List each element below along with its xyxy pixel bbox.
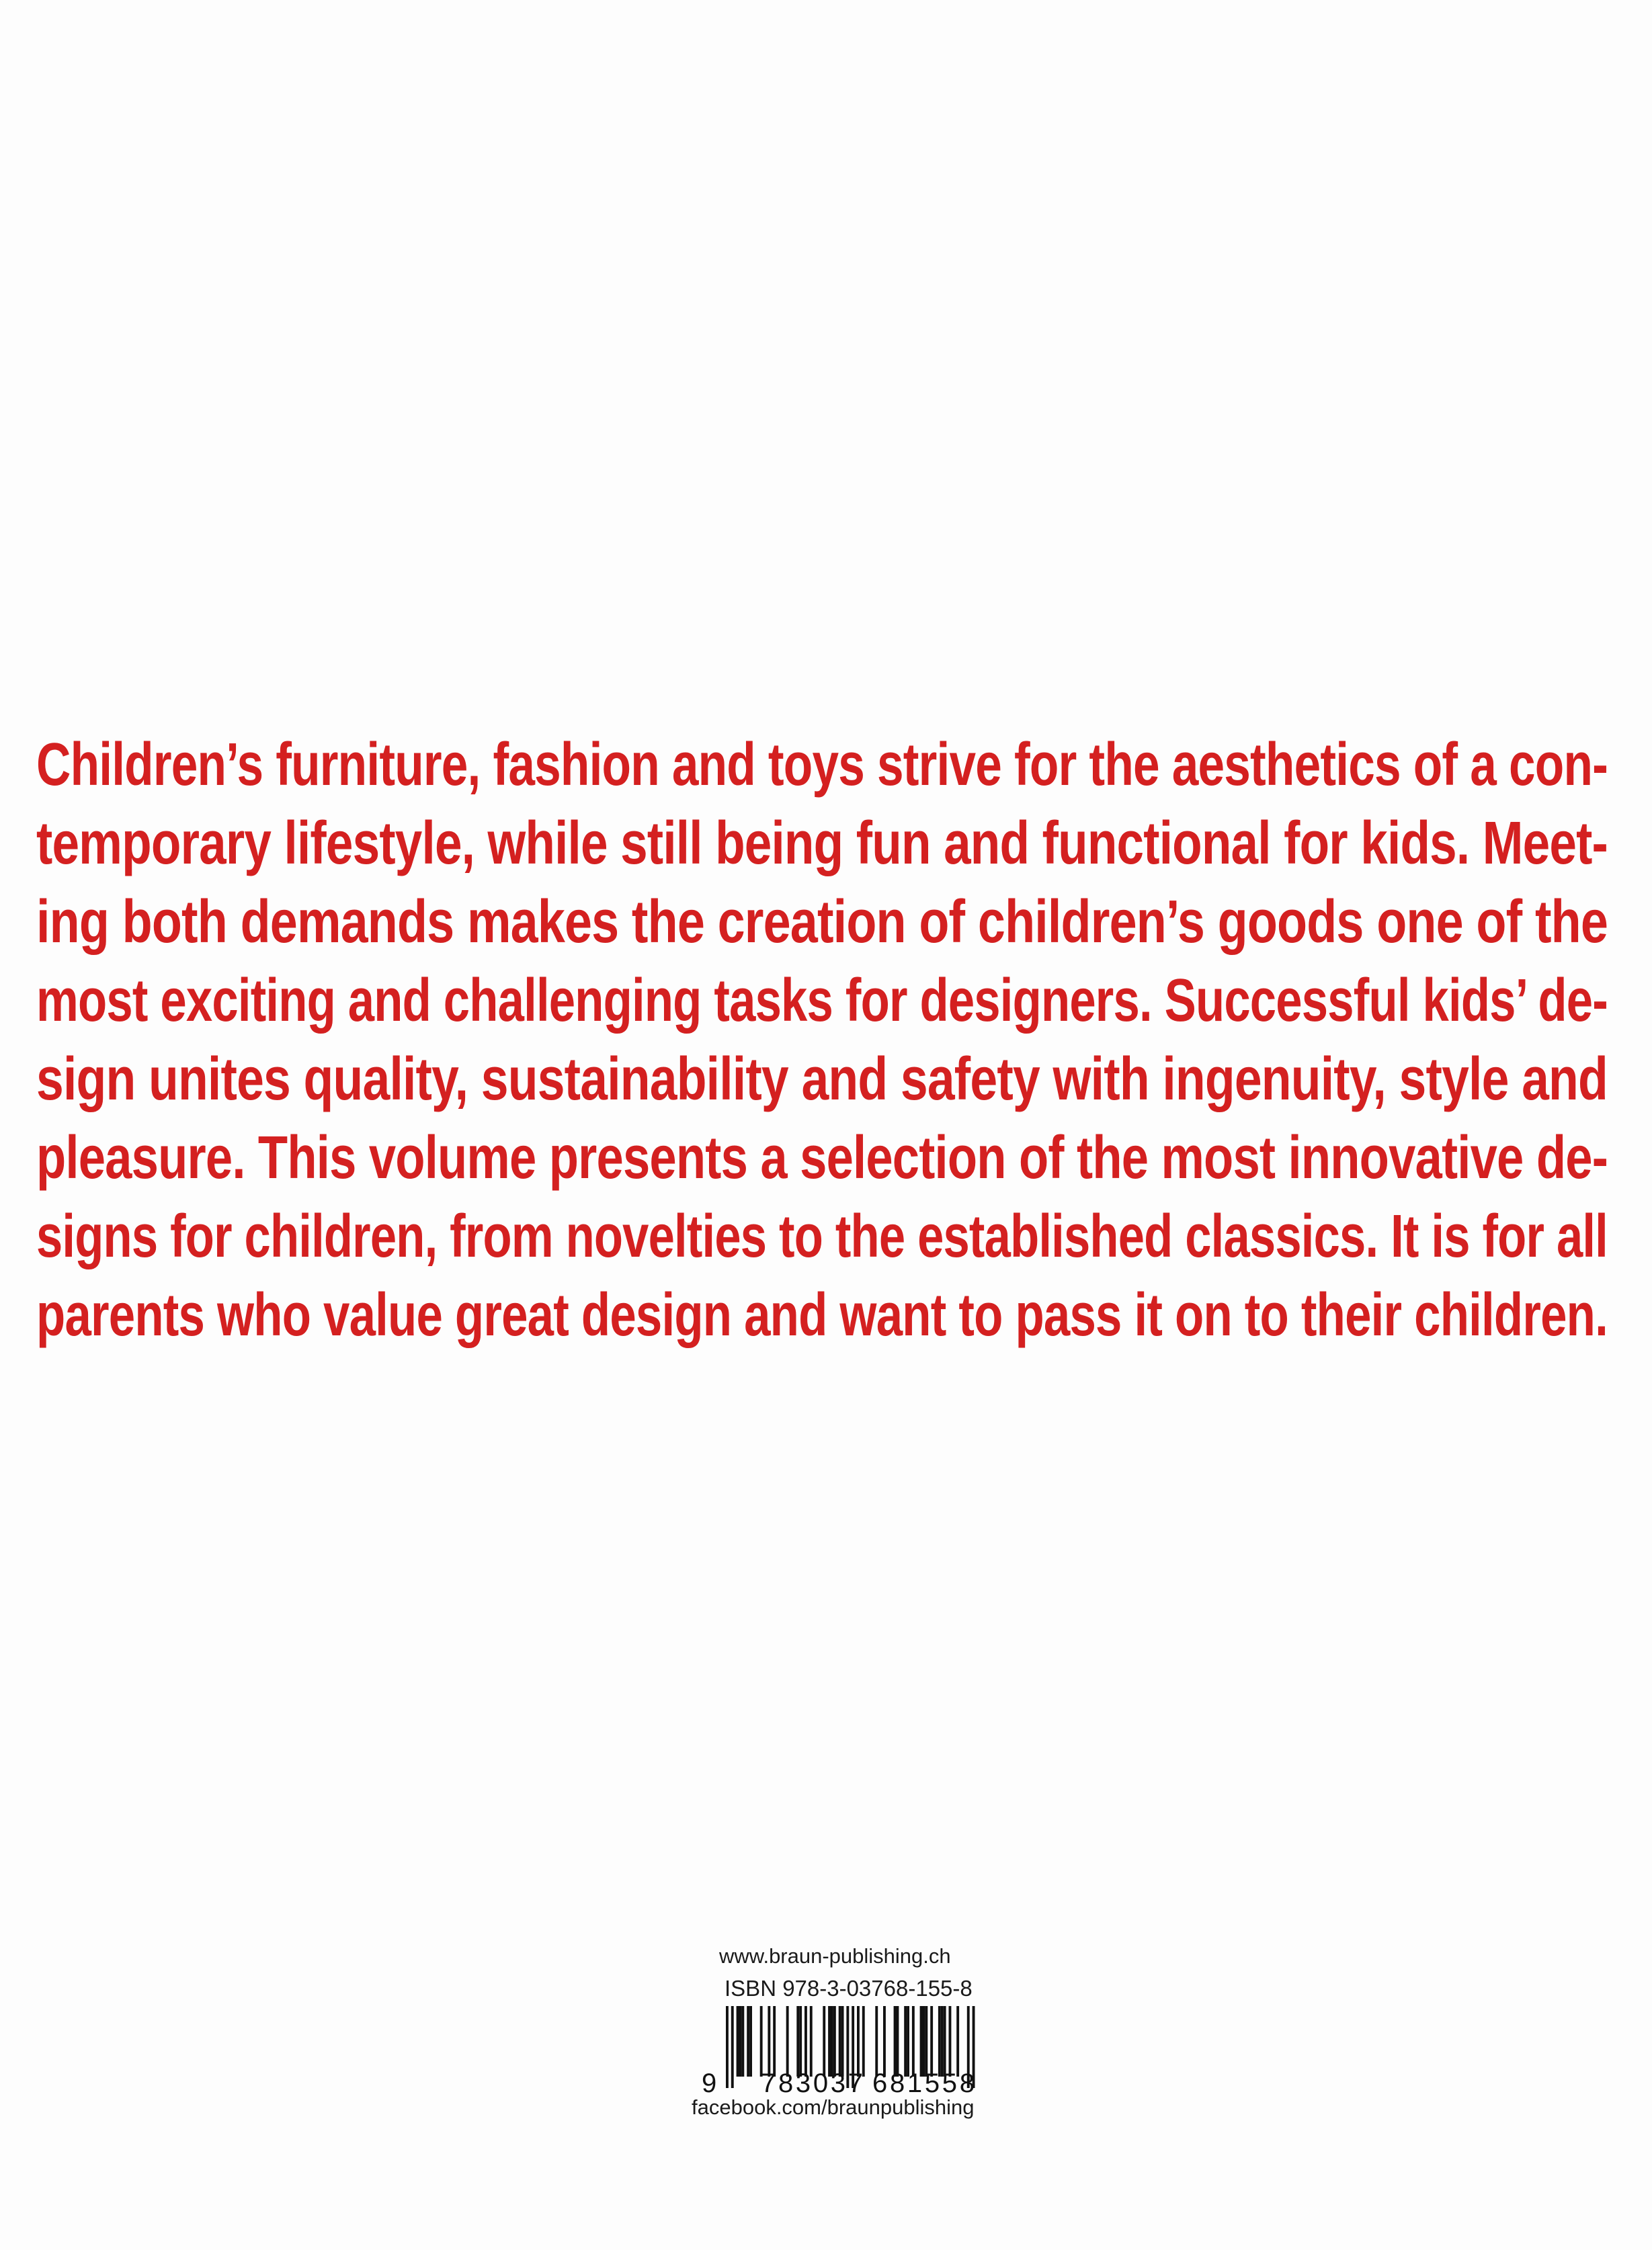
barcode-bar [912,2006,915,2077]
barcode-bar [823,2006,825,2077]
barcode-bar [923,2006,925,2077]
barcode-bar [726,2006,729,2088]
barcode-bar [956,2006,959,2077]
barcode-bar [804,2006,807,2077]
publisher-website: www.braun-publishing.ch [719,1944,951,1968]
barcode-bar [833,2006,836,2077]
blurb-line [36,1282,1608,1360]
barcode-bar [930,2006,933,2077]
blurb-line-text: signs for children, from novelties to the established classics. It is for all [36,1203,1608,1270]
barcode-bar [938,2006,941,2077]
barcode-digits-right: 681558 [872,2069,975,2097]
barcode-bar [875,2006,878,2077]
barcode-bar [828,2006,831,2077]
barcode-bar [841,2006,844,2077]
barcode-bar [944,2006,946,2077]
blurb-line-text: pleasure. This volume presents a selection of the most innovative de- [36,1124,1608,1192]
barcode-bar [731,2006,734,2088]
barcode-bar [897,2006,899,2077]
barcode-bar [749,2006,752,2077]
barcode-bar [786,2006,789,2077]
blurb-line-text: sign unites quality, sustainability and safety with ingenuity, style and [36,1046,1608,1113]
barcode-bar [831,2006,833,2077]
blurb-line [36,810,1608,888]
barcode-bar [773,2006,776,2077]
barcode-digit-lead: 9 [702,2069,717,2097]
barcode-bar [737,2006,739,2077]
barcode-bar [941,2006,944,2077]
barcode-bar [925,2006,927,2077]
barcode-bar [949,2006,952,2077]
barcode-bar [799,2006,802,2077]
blurb-line [36,888,1608,967]
isbn-text: ISBN 978-3-03768-155-8 [725,1976,973,2001]
barcode-bar [768,2006,770,2077]
blurb-line [36,1203,1608,1282]
blurb-line-text: Children’s furniture, fashion and toys strive for the aesthetics of a con- [36,731,1608,798]
barcode-bar [920,2006,923,2077]
blurb-line-text: parents who value great design and want to pass it on to their children. [36,1282,1608,1349]
back-cover-blurb [36,731,1608,1360]
barcode-bar [741,2006,744,2077]
barcode-bar [796,2006,799,2077]
barcode-bar [739,2006,742,2077]
blurb-line-text: temporary lifestyle, while still being fun and functional for kids. Meet- [36,810,1608,877]
barcode-bar [810,2006,813,2077]
blurb-line [36,967,1608,1046]
barcode-bar [904,2006,907,2077]
barcode-bar [857,2006,860,2077]
barcode-digits-left: 783037 [761,2069,863,2097]
isbn-barcode [692,2006,988,2097]
barcode-bar [894,2006,897,2077]
barcode-bar [907,2006,909,2077]
barcode-bar [862,2006,865,2077]
publisher-facebook: facebook.com/braunpublishing [692,2095,975,2119]
blurb-line [36,1046,1608,1124]
barcode-bar [883,2006,886,2077]
barcode-bar [747,2006,749,2077]
blurb-line-text: ing both demands makes the creation of children’s goods one of the [36,888,1608,956]
blurb-line [36,1124,1608,1203]
barcode-bar [760,2006,763,2077]
blurb-line [36,731,1608,810]
barcode-bar [839,2006,841,2077]
blurb-line-text: most exciting and challenging tasks for designers. Successful kids’ de- [36,967,1608,1034]
